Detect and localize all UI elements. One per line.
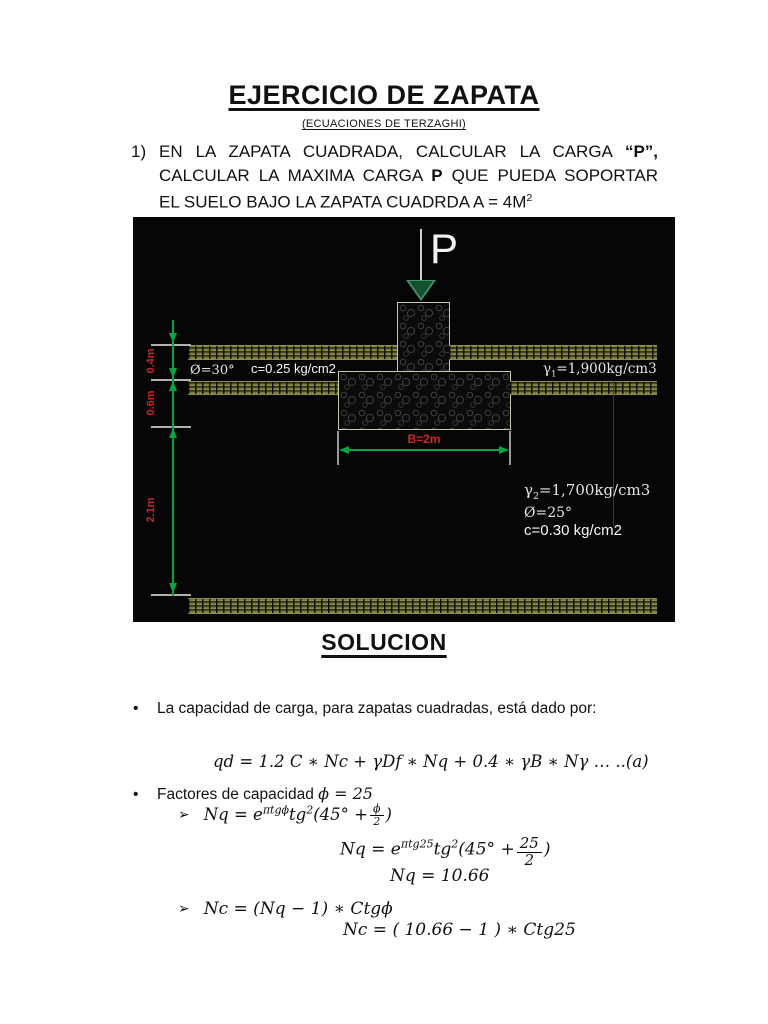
gamma2-symbol: γ: [524, 481, 533, 499]
nq-sub-power: 2: [451, 837, 459, 851]
nq-sub-fraction-den: 2: [524, 850, 535, 869]
footing-section: [338, 371, 511, 430]
arrowhead-bullet-icon: ➢: [178, 901, 190, 917]
bullet2-text: Factores de capacidad: [157, 786, 319, 803]
width-dimension-label: B=2m: [407, 432, 441, 446]
column-section: [397, 302, 450, 374]
problem-line1-bold-p: “P”,: [624, 142, 658, 161]
upper-soil-friction-angle: Ø=30°: [190, 363, 235, 378]
nq-def-fraction-den: 2: [373, 815, 381, 828]
ground-hatch-mid-left: [188, 381, 338, 395]
depth-dimension-0-6m: 0.6m: [145, 390, 157, 416]
nq-result: Nq = 10.66: [390, 866, 490, 886]
dim-arrow-down-1: [169, 333, 177, 343]
bearing-capacity-formula: qd = 1.2 C ∗ Nc + γDf ∗ Nq + 0.4 ∗ γB ∗ Nγ … ..(a): [213, 752, 649, 771]
problem-text: [159, 140, 658, 214]
lower-soil-cohesion: c=0.30 kg/cm2: [524, 522, 622, 539]
bullet-icon: •: [133, 700, 139, 717]
ground-hatch-top-right: [449, 345, 657, 360]
nq-def-fraction-num: ϕ: [370, 803, 384, 816]
upper-soil-unit-weight: [543, 361, 657, 379]
depth-dimension-0-4m: 0.4m: [145, 348, 157, 374]
upper-soil-cohesion: c=0.25 kg/cm2: [251, 361, 336, 376]
nq-def-power: 2: [306, 803, 314, 816]
solution-bullet-2: [133, 784, 373, 804]
nq-sub-fraction: [517, 836, 542, 869]
nq-def-tg: tg: [289, 804, 307, 824]
nq-def-exponent: πtgϕ: [262, 803, 290, 816]
nq-sub-pre: Nq = e: [340, 839, 401, 860]
gamma1-subscript: 1: [551, 368, 557, 379]
nq-def-paren-open: (45° +: [313, 804, 368, 824]
nc-definition-row: [178, 899, 393, 919]
dim-arrow-up-2: [169, 428, 177, 438]
lower-soil-unit-weight: [524, 482, 650, 505]
ground-hatch-top-left: [188, 345, 397, 360]
ground-hatch-mid-right: [510, 381, 657, 395]
solution-bullet-1: [133, 700, 596, 718]
nq-sub-paren-close: ): [543, 839, 551, 860]
vertical-dimension-line: [172, 320, 174, 596]
bullet1-text: La capacidad de carga, para zapatas cuadradas, está dado por:: [157, 700, 597, 717]
load-label: P: [430, 225, 459, 272]
nq-definition-formula: [203, 802, 392, 828]
nc-substitution-formula: Nc = ( 10.66 − 1 ) ∗ Ctg25: [343, 920, 576, 940]
gamma1-value: =1,900kg/cm3: [556, 361, 657, 377]
gamma2-subscript: 2: [532, 491, 539, 502]
dim-arrow-up-1: [169, 381, 177, 391]
depth-dimension-2-1m: 2.1m: [145, 497, 157, 523]
gamma1-symbol: γ: [543, 361, 552, 377]
problem-line-3: [159, 187, 658, 214]
nq-sub-fraction-num: 25: [517, 836, 542, 853]
problem-line-2: [159, 164, 658, 188]
level-tick-stratum-base: [151, 594, 191, 596]
nq-substitution-formula: [340, 836, 550, 869]
problem-line1-text: EN LA ZAPATA CUADRADA, CALCULAR LA CARGA: [159, 142, 625, 161]
problem-area-exponent: 2: [526, 192, 533, 204]
bullet2-phi-value: ϕ = 25: [318, 784, 373, 803]
lower-soil-friction-angle: Ø=25°: [524, 505, 573, 521]
width-arrow-left: [339, 446, 349, 454]
lower-soil-properties: [524, 482, 650, 540]
problem-line-1: [159, 140, 658, 164]
nc-definition-formula: Nc = (Nq − 1) ∗ Ctgϕ: [203, 899, 393, 919]
bullet-icon: •: [133, 786, 139, 803]
problem-line3-text: EL SUELO BAJO LA ZAPATA CUADRDA A = 4M: [159, 192, 527, 212]
level-tick-surface: [151, 344, 191, 346]
problem-line2-bold-p: P: [431, 165, 443, 185]
problem-line2-text-b: QUE PUEDA SOPORTAR: [442, 165, 658, 185]
nq-def-paren-close: ): [385, 804, 392, 824]
width-arrow-right: [499, 446, 509, 454]
page-subtitle: (ECUACIONES DE TERZAGHI): [301, 118, 467, 130]
nq-sub-paren-open: (45° +: [458, 839, 515, 860]
page-title: EJERCICIO DE ZAPATA: [228, 80, 540, 110]
solution-heading-wrap: [0, 629, 768, 656]
nq-sub-exponent: πtg25: [400, 837, 434, 851]
document-header: [0, 80, 768, 130]
problem-statement: [131, 140, 658, 214]
nq-sub-tg: tg: [433, 839, 452, 860]
dim-arrow-down-2: [169, 368, 177, 378]
solution-heading: SOLUCION: [321, 629, 447, 655]
problem-line2-text-a: CALCULAR LA MAXIMA CARGA: [159, 165, 432, 185]
nq-def-fraction: [370, 803, 384, 827]
dim-arrow-down-3: [169, 583, 177, 593]
foundation-diagram: [133, 217, 675, 622]
load-arrow-line: [420, 229, 422, 282]
nq-definition-row: [178, 803, 392, 828]
nq-def-pre: Nq = e: [203, 804, 263, 824]
width-dimension-line: [344, 449, 504, 451]
load-arrow-head: [409, 281, 433, 298]
gamma2-value: =1,700kg/cm3: [538, 481, 651, 499]
problem-number: 1): [131, 142, 147, 161]
ground-hatch-bottom: [188, 598, 657, 614]
width-extension-line-right: [509, 431, 511, 465]
arrowhead-bullet-icon: ➢: [178, 806, 190, 823]
